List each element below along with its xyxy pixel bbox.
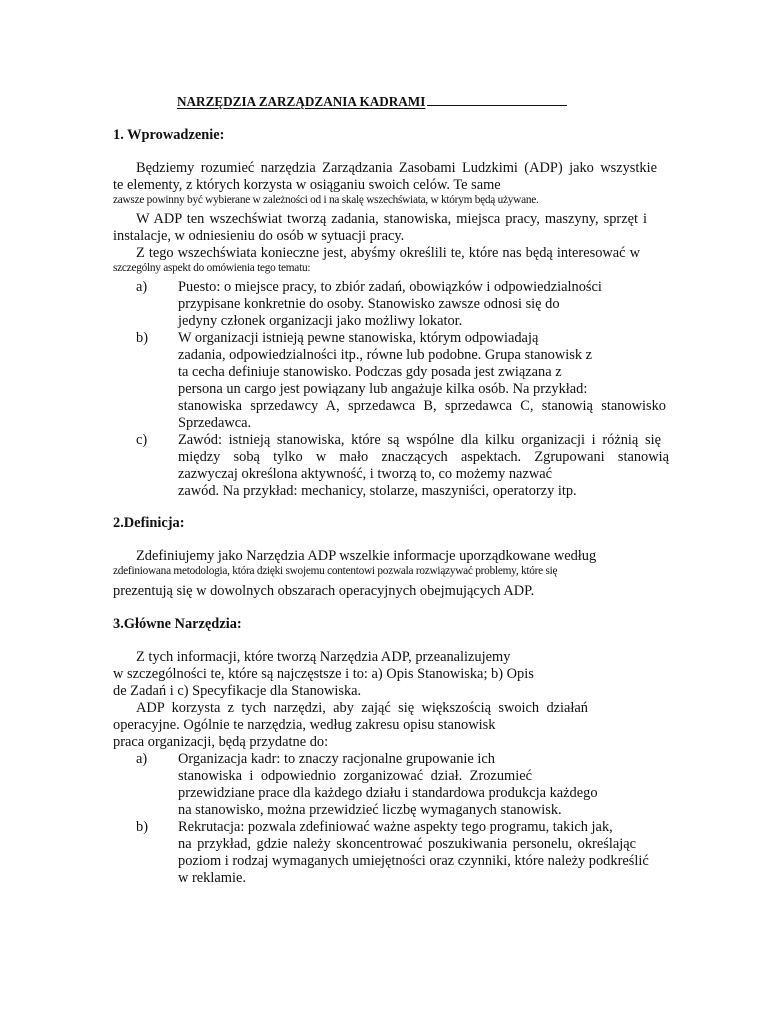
list-item-line: poziom i rodzaj wymaganych umiejętności oraz czynniki, które należy podkreślić <box>178 853 649 869</box>
list-item-line: na przykład, gdzie należy skoncentrować poszukiwania personelu, określając <box>178 836 636 852</box>
paragraph-line: W ADP ten wszechświat tworzą zadania, stanowiska, miejsca pracy, maszyny, sprzęt i <box>136 211 647 227</box>
list-item-line: Rekrutacja: pozwala zdefiniować ważne aspekty tego programu, takich jak, <box>178 819 613 835</box>
list-item-line: na stanowisko, można przewidzieć liczbę wymaganych stanowisk. <box>178 802 562 818</box>
paragraph-line: zawsze powinny być wybierane w zależności od i na skalę wszechświata, w którym będą używane. <box>113 194 539 206</box>
list-item-line: W organizacji istnieją pewne stanowiska, którym odpowiadają <box>178 330 539 346</box>
paragraph-line: praca organizacji, będą przydatne do: <box>113 734 329 750</box>
title-underline-rule <box>427 105 567 106</box>
list-item-line: w reklamie. <box>178 870 246 886</box>
section-1-heading: 1. Wprowadzenie: <box>113 127 225 143</box>
list-marker: b) <box>136 330 148 346</box>
list-item-line: przewidziane prace dla każdego działu i standardowa produkcja każdego <box>178 785 598 801</box>
list-item-line: persona un cargo jest powiązany lub angażuje kilka osób. Na przykład: <box>178 381 588 397</box>
list-item-line: między sobą tylko w mało znaczących aspektach. Zgrupowani stanowią <box>178 449 669 465</box>
list-item-line: Puesto: o miejsce pracy, to zbiór zadań, obowiązków i odpowiedzialności <box>178 279 602 295</box>
list-item-line: zadania, odpowiedzialności itp., równe lub podobne. Grupa stanowisk z <box>178 347 593 363</box>
paragraph-line: ADP korzysta z tych narzędzi, aby zająć się większością swoich działań <box>136 700 588 716</box>
list-item-line: stanowiska sprzedawcy A, sprzedawca B, sprzedawca C, stanowią stanowisko <box>178 398 666 414</box>
paragraph-line: szczególny aspekt do omówienia tego tematu: <box>113 262 311 274</box>
paragraph-line: prezentują się w dowolnych obszarach operacyjnych obejmujących ADP. <box>113 583 535 599</box>
list-item-line: przypisane konkretnie do osoby. Stanowisko zawsze odnosi się do <box>178 296 560 312</box>
document-title: NARZĘDZIA ZARZĄDZANIA KADRAMI <box>177 95 567 108</box>
paragraph-line: te elementy, z których korzysta w osiąganiu swoich celów. Te same <box>113 177 501 193</box>
section-3-heading: 3.Główne Narzędzia: <box>113 616 242 632</box>
paragraph-line: Z tego wszechświata konieczne jest, abyśmy określili te, które nas będą interesować w <box>136 245 640 261</box>
paragraph-line: operacyjne. Ogólnie te narzędzia, według zakresu opisu stanowisk <box>113 717 496 733</box>
paragraph-line: instalacje, w odniesieniu do osób w sytuacji pracy. <box>113 228 405 244</box>
paragraph-line: zdefiniowana metodologia, która dzięki swojemu contentowi pozwala rozwiązywać problemy, które się <box>113 565 558 577</box>
list-item-line: Sprzedawca. <box>178 415 252 431</box>
list-marker: c) <box>136 432 148 448</box>
list-item-line: Organizacja kadr: to znaczy racjonalne grupowanie ich <box>178 751 495 767</box>
section-2-heading: 2.Definicja: <box>113 515 185 531</box>
list-item-line: jedyny członek organizacji jako możliwy lokator. <box>178 313 463 329</box>
paragraph-line: w szczególności te, które są najczęstsze i to: a) Opis Stanowiska; b) Opis <box>113 666 534 682</box>
paragraph-line: Będziemy rozumieć narzędzia Zarządzania Zasobami Ludzkimi (ADP) jako wszystkie <box>136 160 657 176</box>
list-item-line: zawód. Na przykład: mechanicy, stolarze, maszyniści, operatorzy itp. <box>178 483 577 499</box>
paragraph-line: Zdefiniujemy jako Narzędzia ADP wszelkie informacje uporządkowane według <box>136 548 597 564</box>
list-marker: a) <box>136 751 148 767</box>
list-item-line: ta cecha definiuje stanowisko. Podczas gdy posada jest związana z <box>178 364 562 380</box>
list-item-line: Zawód: istnieją stanowiska, które są wspólne dla kilku organizacji i różnią się <box>178 432 661 448</box>
list-marker: b) <box>136 819 148 835</box>
list-item-line: stanowiska i odpowiednio zorganizować dział. Zrozumieć <box>178 768 532 784</box>
paragraph-line: Z tych informacji, które tworzą Narzędzia ADP, przeanalizujemy <box>136 649 511 665</box>
paragraph-line: de Zadań i c) Specyfikacje dla Stanowiska. <box>113 683 362 699</box>
list-item-line: zazwyczaj określona aktywność, i tworzą to, co możemy nazwać <box>178 466 552 482</box>
list-marker: a) <box>136 279 148 295</box>
